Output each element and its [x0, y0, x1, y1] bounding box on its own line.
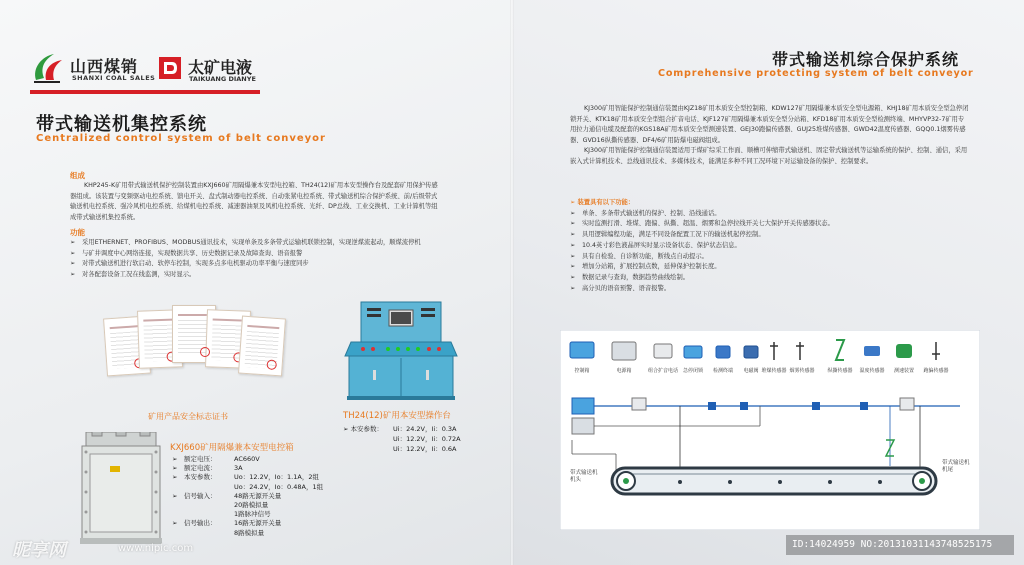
bullet-arrow-icon: ➢: [70, 260, 76, 267]
bullet-arrow-icon: ➢: [343, 425, 351, 433]
intro-paragraph-1: KJ300矿用智能保护控制通信装置由KJZ18矿用本质安全型控制箱、KDW127矿用隔爆兼本质安全型电源箱、KHJ18矿用本质安全型急停闭锁开关、KTK18矿用本质安全型组合扩音电话、KJF127矿用隔爆兼本质安全型分站箱、KFD18矿用本质安全型检测终端、MHYVP32-7矿用专用拉力通信电缆及配套的KGS18A矿用本质安全型测速装置、GEJ30跑偏传感器、GUJ25堆煤传感器、GWD42温度传感器、GQQ0.1烟雾传感器、GVD16纵撕传感器、DF4/6矿用防爆电磁阀组成。: [570, 105, 969, 144]
feature-item: ➢ 增加分站箱，扩展控制点数，延伸保护控制长度。: [570, 262, 970, 273]
features-list: [570, 198, 970, 294]
kxj-param-row: 8路模拟量: [234, 528, 265, 537]
taikuang-logo-icon: [158, 56, 182, 80]
certificate-group: [100, 305, 310, 405]
belt-tail-label: 带式输送机机尾: [942, 460, 970, 473]
belt-head-label: 带式输送机机头: [570, 470, 598, 483]
right-subtitle: Comprehensive protecting system of belt conveyor: [658, 68, 974, 79]
kxj-param-row: ➢ 额定电压： AC660V: [172, 455, 260, 463]
control-box-params: [172, 455, 323, 538]
diagram-label: 堆煤传感器: [761, 368, 787, 374]
function-item: ➢ 采用ETHERNET、PROFIBUS、MODBUS通讯技术，实现单条及多条带式运输机联锁控制，实现逆煤流起动，顺煤流停机: [70, 238, 440, 249]
diagram-label: 急停闭锁: [682, 368, 704, 374]
kxj-param-row: 1路脉冲信号: [234, 510, 271, 519]
bullet-arrow-icon: ➢: [570, 220, 576, 228]
bullet-arrow-icon: ➢: [70, 270, 76, 278]
emergency-stop-icon: [684, 346, 702, 358]
bullet-arrow-icon: ➢: [570, 284, 576, 292]
feature-item: ➢ 具用逻辑编程功能，满足不同设备配置工况下的输送机起停控制。: [570, 230, 970, 241]
bullet-arrow-icon: ➢: [570, 273, 576, 281]
certificate-image: [238, 316, 286, 377]
kxj-param-row: ➢ 本安参数： Uo：12.2V，Io：1.1A，2组: [172, 473, 319, 482]
bullet-arrow-icon: ➢: [70, 249, 76, 257]
taikuang-logo: [158, 52, 268, 88]
console-params: [343, 424, 461, 454]
kxj-param-row: ➢ 信号输入： 48路无源开关量: [172, 491, 282, 500]
logo1-cn: 山西煤销: [70, 57, 139, 76]
intro-paragraph-2: KJ300矿用智能保护控制通信装置适用于煤矿综采工作面、顺槽可伸缩带式输送机、固定带式输送机等运输系统的保护、控制、通信，采用嵌入式计算机技术、总线通讯技术、多媒体技术，能满足多种不同工况环境下对运输设备的保护、控制要求。: [570, 147, 968, 165]
control-box-caption: KXJ660矿用隔爆兼本安型电控箱: [170, 443, 294, 453]
composition-heading: 组成: [70, 171, 85, 180]
detection-terminal-icon: [716, 346, 730, 358]
bullet-arrow-icon: ➢: [570, 263, 576, 271]
watermark-url: www.nipic.com: [118, 543, 194, 554]
bullet-arrow-icon: ➢: [570, 252, 576, 260]
diagram-label: 检测终端: [712, 368, 734, 374]
feature-item: ➢ 10.4英寸彩色液晶屏实时显示设备状态、保护状态信息。: [570, 241, 970, 252]
shanxi-coal-logo-icon: [30, 50, 66, 86]
solenoid-valve-icon: [744, 346, 758, 358]
system-diagram: [560, 330, 980, 530]
logo2-en: TAIKUANG DIANYE: [189, 75, 256, 83]
belt-conveyor: [612, 468, 936, 494]
features-heading: ➢ 装置具有以下功能：: [570, 199, 635, 206]
temperature-sensor-icon: [864, 346, 880, 356]
function-item: ➢ 与矿井调度中心网络连接，实现数据共享、历史数据记录及故障查询、语音报警: [70, 249, 440, 260]
bullet-arrow-icon: ➢: [172, 473, 178, 482]
kxj-param-row: ➢ 信号输出： 16路无源开关量: [172, 519, 282, 528]
function-item: ➢ 对各配套设备工况在线监测，实时显示。: [70, 270, 440, 281]
function-item: ➢ 对带式输送机进行软启动、软停车控制，实现多点多电机驱动功率平衡与速度同步: [70, 259, 440, 270]
diagram-label: 温度传感器: [859, 368, 885, 374]
kxj-param-row: Uo：24.2V，Io：0.48A，1组: [234, 482, 324, 491]
feature-item: ➢ 数据记录与查询，数据趋势曲线绘制。: [570, 273, 970, 284]
diagram-label: 电磁阀: [743, 368, 759, 374]
speed-sensor-icon: [896, 344, 912, 358]
diagram-label: 跑偏传感器: [923, 368, 949, 374]
bullet-arrow-icon: ➢: [570, 241, 576, 249]
diagram-label: 纵撕传感器: [827, 368, 853, 374]
feature-item: ➢ 实时监测打滑、堆煤、跑偏、纵撕、超温、烟雾和急停拉线开关七大保护开关传感器状态。: [570, 219, 970, 230]
logo2-cn: 太矿电液: [188, 58, 253, 77]
diagram-label: 烟雾传感器: [789, 368, 815, 374]
feature-item: ➢ 高分贝的语音预警、语音报警。: [570, 284, 970, 295]
page-fold: [510, 0, 514, 565]
console-param-row: ➢ 本安参数： Ui：24.2V，Ii：0.3A: [343, 425, 457, 433]
operator-console-image: [343, 300, 459, 402]
diagram-label: 测速装置: [893, 368, 915, 374]
shanxi-coal-logo: [30, 50, 160, 90]
watermark-id: ID:14024959 NO:20131031143748525175: [786, 535, 1014, 555]
kxj-param-row: ➢ 额定电流： 3A: [172, 464, 243, 473]
left-body: [70, 170, 440, 280]
bullet-arrow-icon: ➢: [172, 455, 178, 463]
console-param-row: Ui：12.2V，Ii：0.6A: [393, 445, 457, 453]
bullet-arrow-icon: ➢: [570, 199, 578, 206]
kxj-param-row: 20路模拟量: [234, 501, 269, 510]
bullet-arrow-icon: ➢: [172, 491, 178, 500]
bullet-arrow-icon: ➢: [70, 239, 76, 246]
console-caption: TH24(12)矿用本安型操作台: [343, 411, 451, 421]
control-box-image: [80, 432, 162, 544]
watermark-logo: 昵享网: [12, 540, 66, 561]
console-param-row: Ui：12.2V，Ii：0.72A: [393, 435, 461, 443]
logo1-en: SHANXI COAL SALES: [72, 74, 156, 82]
diagram-label: 组合扩音电话: [647, 368, 679, 374]
intercom-phone-icon: [654, 344, 672, 358]
header-red-rule: [30, 90, 260, 94]
bullet-arrow-icon: ➢: [172, 519, 178, 528]
bullet-arrow-icon: ➢: [570, 231, 576, 239]
bullet-arrow-icon: ➢: [570, 209, 576, 217]
left-title: 带式输送机集控系统: [36, 114, 207, 135]
right-intro: [570, 104, 970, 168]
feature-item: ➢ 具有自检验、自诊断功能，断线点自动提示。: [570, 252, 970, 263]
diagram-label: 电源箱: [616, 368, 632, 374]
right-title: 带式输送机综合保护系统: [772, 50, 960, 69]
feature-item: ➢ 单条、多条带式输送机的保护、控制、沿线通话。: [570, 209, 970, 220]
diagram-label: 控制箱: [574, 368, 590, 374]
certificate-caption: 矿用产品安全标志证书: [148, 412, 228, 421]
left-subtitle: Centralized control system of belt conveyor: [36, 133, 326, 144]
functions-heading: 功能: [70, 228, 85, 237]
composition-body: KHP245-K矿用带式输送机保护控制装置由KXJ660矿用隔爆兼本安型电控箱、TH24(12)矿用本安型操作台及配套矿用保护传感器组成。该装置与变频驱动电控系统、馈电开关、盘式制动器电控系统、自动张紧电控系统、带式输送机综合保护系统、前/后级带式输送机电控系统、强冷风机电控系统、给煤机电控系统、减速器油泵及风机电控系统、光纤、DP总线、工业交换机、工业计算机等组成带式输送机集控系统。: [70, 182, 438, 221]
control-box-icon: [570, 342, 594, 358]
power-box-icon: [612, 342, 636, 360]
bullet-arrow-icon: ➢: [172, 464, 178, 473]
